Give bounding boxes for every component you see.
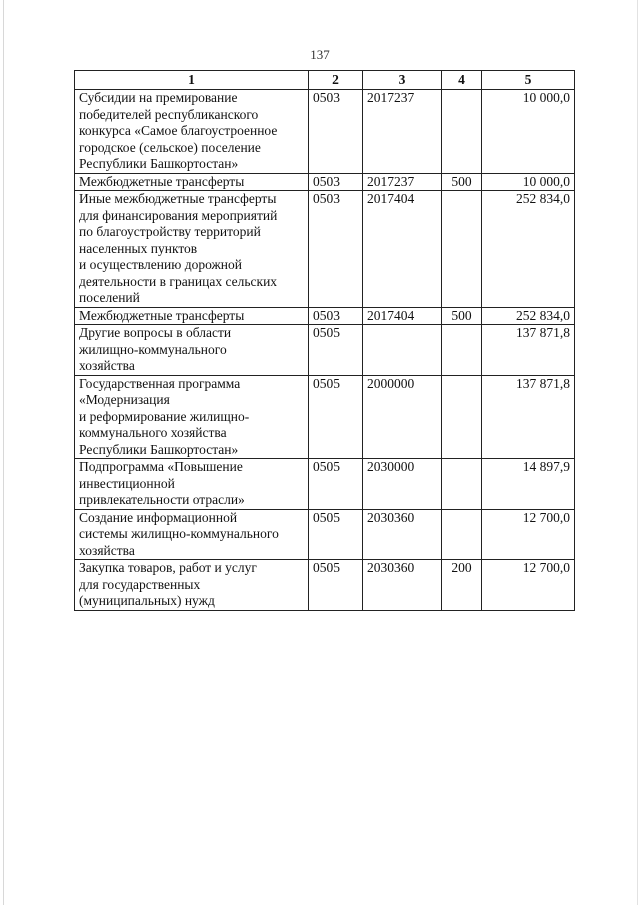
row-target-code: 2000000 [363,375,442,459]
header-col-2: 2 [309,71,363,90]
table-row [75,90,575,174]
row-target-code: 2017404 [363,191,442,308]
row-expense-type [442,191,482,308]
scan-edge-right [637,0,638,905]
row-section-code: 0503 [309,307,363,325]
row-section-code: 0505 [309,509,363,560]
row-amount: 252 834,0 [482,307,575,325]
scan-edge-left [3,0,4,905]
row-amount: 12 700,0 [482,560,575,611]
row-amount: 137 871,8 [482,325,575,376]
row-amount: 252 834,0 [482,191,575,308]
budget-table [74,70,575,611]
row-name: Государственная программа «Модернизация и реформирование жилищно- коммунального хозяйства Республики Башкортостан» [75,375,309,459]
row-section-code: 0503 [309,173,363,191]
row-amount: 10 000,0 [482,173,575,191]
table-row [75,509,575,560]
row-expense-type [442,325,482,376]
row-expense-type [442,509,482,560]
row-target-code: 2017404 [363,307,442,325]
header-col-4: 4 [442,71,482,90]
row-expense-type: 200 [442,560,482,611]
row-name: Закупка товаров, работ и услуг для государственных (муниципальных) нужд [75,560,309,611]
row-expense-type [442,375,482,459]
row-target-code: 2017237 [363,90,442,174]
row-amount: 12 700,0 [482,509,575,560]
header-col-3: 3 [363,71,442,90]
row-section-code: 0505 [309,375,363,459]
table-row [75,560,575,611]
header-col-1: 1 [75,71,309,90]
row-name: Создание информационной системы жилищно-коммунального хозяйства [75,509,309,560]
row-target-code: 2017237 [363,173,442,191]
row-expense-type [442,459,482,510]
row-section-code: 0503 [309,191,363,308]
header-col-5: 5 [482,71,575,90]
row-name: Субсидии на премирование победителей республиканского конкурса «Самое благоустроенное городское (сельское) поселение Республики Башкортостан» [75,90,309,174]
row-amount: 137 871,8 [482,375,575,459]
table-row [75,173,575,191]
row-section-code: 0503 [309,90,363,174]
row-expense-type [442,90,482,174]
row-target-code: 2030000 [363,459,442,510]
row-target-code: 2030360 [363,560,442,611]
row-amount: 10 000,0 [482,90,575,174]
row-target-code: 2030360 [363,509,442,560]
row-amount: 14 897,9 [482,459,575,510]
row-name: Подпрограмма «Повышение инвестиционной привлекательности отрасли» [75,459,309,510]
table-row [75,459,575,510]
row-expense-type: 500 [442,307,482,325]
table-row [75,375,575,459]
table-row [75,325,575,376]
table-header [75,71,575,90]
table-row [75,191,575,308]
table-body [75,90,575,611]
row-section-code: 0505 [309,459,363,510]
page-number: 137 [310,47,330,62]
row-section-code: 0505 [309,560,363,611]
row-section-code: 0505 [309,325,363,376]
row-name: Иные межбюджетные трансферты для финансирования мероприятий по благоустройству территорий населенных пунктов и осуществлению дорожной деятельности в границах сельских поселений [75,191,309,308]
row-name: Межбюджетные трансферты [75,173,309,191]
header-row [75,71,575,90]
row-name: Межбюджетные трансферты [75,307,309,325]
table-row [75,307,575,325]
row-name: Другие вопросы в области жилищно-коммунального хозяйства [75,325,309,376]
row-target-code [363,325,442,376]
row-expense-type: 500 [442,173,482,191]
